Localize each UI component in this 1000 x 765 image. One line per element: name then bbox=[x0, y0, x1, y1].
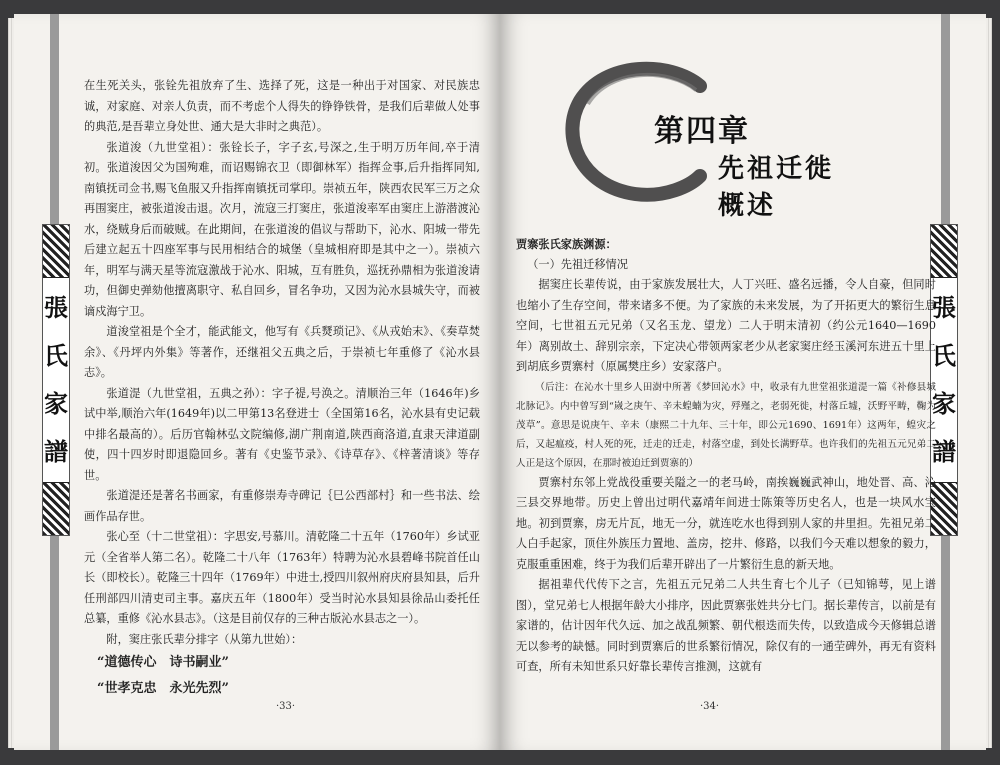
page-number: ·33· bbox=[276, 701, 296, 712]
page-number: ·34· bbox=[700, 701, 720, 712]
open-book bbox=[8, 6, 992, 758]
right-page-body bbox=[516, 234, 936, 678]
generation-motto: “世孝克忠 永光先烈” bbox=[97, 681, 229, 696]
section-heading: 贾寨张氏家族渊源： bbox=[516, 237, 617, 251]
banner-char: 張 bbox=[932, 293, 956, 322]
banner-char: 譜 bbox=[932, 437, 956, 466]
chapter-title: 先祖迁徙概述 bbox=[718, 154, 835, 221]
subsection-heading: （一）先祖迁移情况 bbox=[527, 257, 628, 271]
banner-char: 家 bbox=[932, 389, 956, 418]
paragraph: 张道湜还是著名书画家，有重修崇寿寺碑记｛巳公西部村｝和一些书法、绘画作品存世。 bbox=[84, 489, 480, 523]
paragraph: 张道浚（九世堂祖）：张铨长子，字子玄,号深之,生于明万历年间,卒于清初。张道浚因父为国殉难，而诏赐锦衣卫（即御林军）指挥佥事,后升指挥同知,南镇抚司佥书,赐飞鱼服又升指挥南镇抚司掌印。崇祯五年，陕西农民军三万之众再围窦庄，被张道浚击退。次月，流寇三打窦庄，张道浚率军由窦庄上游潜渡沁水，绕贼身后而破贼。在此期间，在张道浚的倡议与帮助下，沁水、阳城一带先后建立起五十四座军事与民用相结合的城堡（皇城相府即是其中之一）。崇祯六年，明军与满天星等流寇激战于沁水、阳城，互有胜负，巡抚孙鼎相为张道浚请功，但御史弹劾他擅离职守、私自回乡，冒名争功，又因为沁水县城失守，而被谪戍海宁卫。 bbox=[84, 140, 480, 318]
paragraph: 据窦庄长辈传说，由于家族发展壮大，人丁兴旺、盛名远播，令人自豪，但同时也缩小了生存空间，带来诸多不便。为了家族的未来发展，为了开拓更大的繁衍生息空间，七世祖五元兄弟（又名玉龙、望龙）二人于明末清初（约公元1640—1690年）离别故土、辞别宗亲，下定决心带领两家老少从老家窦庄经玉溪河东进五十里上到胡底乡贾寨村（原属樊庄乡）安家落户。 bbox=[516, 278, 936, 373]
paragraph: 道浚堂祖是个全才，能武能文，他写有《兵燹琐记》、《从戎始末》、《奏草焚余》、《丹坪内外集》等著作，还继祖父五典之后，于崇祯七年重修了《沁水县志》。 bbox=[84, 325, 480, 379]
left-page-body bbox=[84, 76, 480, 702]
paragraph: 附，窦庄张氏辈分排字（从第九世始）： bbox=[106, 632, 303, 646]
banner-ornament-bottom bbox=[43, 482, 69, 535]
chapter-number: 第四章 bbox=[654, 114, 750, 149]
chapter-header bbox=[550, 56, 850, 221]
left-banner bbox=[42, 224, 70, 536]
right-page bbox=[500, 14, 986, 750]
paragraph: 在生死关头，张铨先祖放弃了生、选择了死，这是一种出于对国家、对民族忠诚，对家庭、对亲人负责，而不考虑个人得失的铮铮铁骨，是我们后辈做人处事的典范,是吾辈立身处世、通大是大非时之典范）。 bbox=[84, 79, 480, 133]
paragraph: 张心至（十二世堂祖）：字思安,号慕川。清乾隆二十五年（1760年）乡试亚元（全省举人第二名）。乾隆二十八年（1763年）特聘为沁水县碧峰书院首任山长（即校长）。乾隆三十四年（1769年）中进士,授四川叙州府庆府县知县，后升任刑部四川清吏司主事。嘉庆五年（1800年）受当时沁水县知县徐品山委托任总纂，重修《沁水县志》。（这是目前仅存的三种古版沁水县志之一）。 bbox=[84, 530, 480, 625]
generation-motto: “道德传心 诗书嗣业” bbox=[97, 655, 229, 670]
banner-char: 張 bbox=[44, 293, 68, 322]
banner-char: 氏 bbox=[932, 341, 956, 370]
banner-title bbox=[43, 278, 69, 482]
left-page bbox=[14, 14, 500, 750]
banner-char: 家 bbox=[44, 389, 68, 418]
paragraph: 据祖辈代代传下之言，先祖五元兄弟二人共生育七个儿子（已知锦萼，见上谱图），堂兄弟七人根据年龄大小排序，因此贾寨张姓共分七门。据长辈传言，以前是有家谱的，估计因年代久远、加之战乱频繁、朝代根迭而失传，以致造成今天修辑总谱无以参考的缺憾。同时到贾寨后的世系繁衍情况，除仅有的一通茔碑外，再无有资料可查，所有未知世系只好靠长辈传言推测，这就有 bbox=[516, 578, 936, 673]
paragraph: 张道湜（九世堂祖，五典之孙）：字子禔,号涣之。清顺治三年（1646年)乡试中举,顺治六年(1649年)以二甲第13名登进士（全国第16名，沁水县有史记载中排名最高的）。后历官翰林弘文院编修,湖广荆南道,陕西商洛道,直隶天津道副使，四十四岁时即退隐回乡。著有《史鉴节录》、《诗草存》、《梓著清谈》等存世。 bbox=[84, 386, 480, 482]
banner-char: 譜 bbox=[44, 437, 68, 466]
paragraph: 贾寨村东邻上党战役重要关隘之一的老马岭，南挨巍巍武神山，地处晋、高、沁三县交界地带。历史上曾出过明代嘉靖年间进士陈策等历史名人，也是一块风水宝地。初到贾寨，房无片瓦，地无一分，就连吃水也得到别人家的井里担。先祖兄弟二人白手起家，顶住外族压力置地、盖房，挖井、修路，以我们今天难以想象的毅力，克服重重困难，终于为我们后辈开辟出了一片繁衍生息的新天地。 bbox=[516, 475, 936, 571]
annotation-note: （后注：在沁水十里乡人田澍中所著《梦回沁水》中，收录有九世堂祖张道湜一篇《补修县城北脉记》。内中曾写到“嵗之庚午、辛未蝗蝻为灾，殍殣之，老弱死徙，村落丘墟，沃野平畴，鞠为茂草”。意思是说庚午、辛未（康熙二十九年、三十年，即公元1690、1691年）这两年，蝗灾之后，又起瘟疫，村人死的死，迁走的迁走，村落空虚，到处长满野草。也许我们的先祖五元兄弟二人正是这个原因，在那时被迫迁到贾寨的） bbox=[516, 381, 936, 469]
banner-char: 氏 bbox=[44, 341, 68, 370]
banner-ornament-top bbox=[43, 225, 69, 278]
